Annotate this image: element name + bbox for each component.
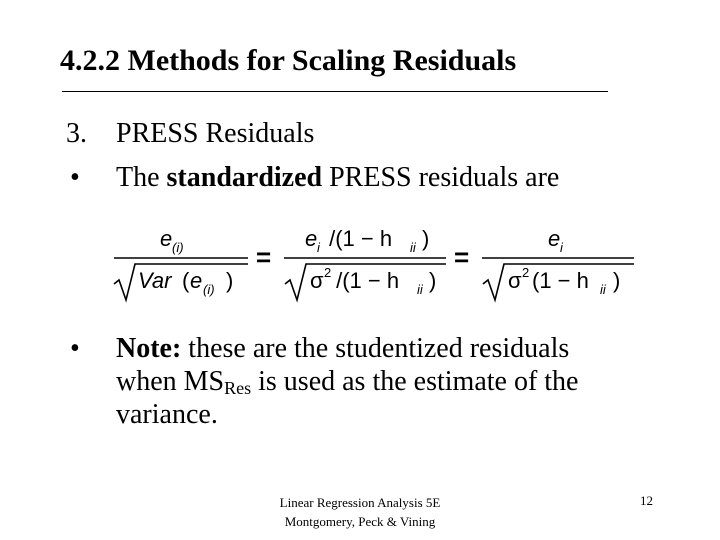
equals-1: =	[256, 242, 272, 272]
item-number: 3.	[66, 118, 87, 149]
num3-i: i	[560, 240, 563, 255]
den1-var: Var	[138, 268, 172, 293]
den2-ii: ii	[417, 282, 423, 297]
den1-sub: (i)	[203, 282, 215, 297]
note-line-1	[116, 333, 569, 365]
note-label: Note:	[116, 333, 182, 364]
den2-sup: 2	[324, 265, 332, 280]
num2-rest: /(1 − h	[323, 226, 393, 251]
den3-sup: 2	[522, 265, 530, 280]
footer-citation	[250, 493, 470, 531]
den2-sigma: σ	[310, 268, 324, 293]
bullet-text-standardized	[116, 162, 559, 194]
page-number: 12	[640, 493, 653, 508]
fraction-2	[284, 226, 446, 300]
num2-e: e	[305, 226, 318, 251]
footer-line-1: Linear Regression Analysis 5E	[279, 495, 441, 510]
den1-open: (	[182, 268, 190, 293]
fraction-1	[114, 226, 248, 300]
den1-e: e	[190, 268, 203, 293]
den1-close: )	[226, 268, 234, 293]
slide-title: 4.2.2 Methods for Scaling Residuals	[60, 44, 517, 77]
num1-e: e	[160, 226, 173, 251]
num3-e: e	[548, 226, 561, 251]
num2-ii: ii	[410, 240, 416, 255]
den3-close: )	[613, 268, 621, 293]
bullet-bold-word: standardized	[166, 162, 323, 193]
item-heading: PRESS Residuals	[116, 118, 315, 149]
num2-close: )	[422, 226, 430, 251]
den2-close: )	[429, 268, 437, 293]
equals-2: =	[454, 242, 470, 272]
den3-ii: ii	[600, 282, 606, 297]
footer-line-2: Montgomery, Peck & Vining	[284, 514, 436, 529]
note-text-2a: when MS	[116, 366, 225, 397]
den3-rest: (1 − h	[532, 268, 589, 293]
den3-sigma: σ	[508, 268, 522, 293]
den2-rest: /(1 − h	[330, 268, 400, 293]
bullet-prefix: The	[116, 162, 167, 193]
title-underline	[62, 91, 608, 92]
bullet-marker: •	[70, 162, 80, 193]
num1-sub: (i)	[172, 240, 184, 255]
fraction-3	[482, 226, 634, 300]
press-residual-formula	[108, 222, 648, 308]
bullet-suffix: PRESS residuals are	[322, 162, 560, 193]
note-line-3: variance.	[116, 399, 218, 430]
note-text-2b: is used as the estimate of the	[251, 366, 579, 397]
num2-i: i	[317, 240, 320, 255]
bullet-marker: •	[70, 333, 80, 364]
note-subscript: Res	[224, 378, 252, 398]
note-text-1: these are the studentized residuals	[181, 333, 570, 364]
